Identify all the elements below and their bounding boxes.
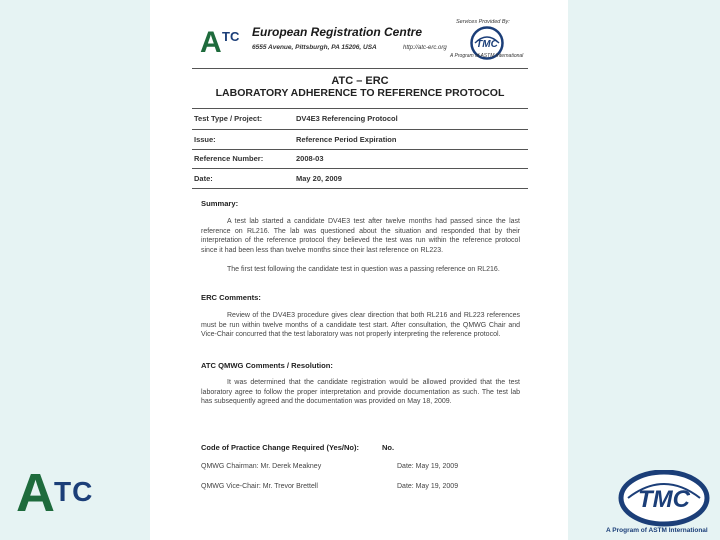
- atc-corner-logo: [14, 463, 114, 532]
- tmc-corner-text: TMC: [638, 486, 690, 513]
- signature-date: Date: May 19, 2009: [397, 463, 459, 470]
- info-row-test-type: [194, 112, 526, 126]
- atc-corner-suffix: TC: [54, 476, 94, 507]
- erc-comments-paragraph: Review of the DV4E3 procedure gives clear direction that both RL216 and RL223 references must be run within twelve months of a candidate test start. After consultation, the QMWG Chair and Vice-Chair concurred that the test laboratory was not properly interpreting the reference protocol.: [201, 312, 520, 339]
- row-divider: [192, 149, 528, 150]
- info-row-issue: [194, 133, 526, 147]
- erc-comments-heading: ERC Comments:: [201, 293, 261, 302]
- signature-row-vice-chair: [201, 480, 523, 494]
- atc-logo-suffix: TC: [222, 29, 240, 44]
- info-row-date: [194, 172, 526, 186]
- organization-name: European Registration Centre: [252, 25, 423, 39]
- signature-row-chair: [201, 460, 523, 474]
- info-label: Issue:: [194, 135, 216, 144]
- table-bottom-divider: [192, 188, 528, 189]
- document-title: ATC – ERC: [331, 75, 389, 87]
- signature-name: QMWG Chairman: Mr. Derek Meakney: [201, 463, 322, 470]
- summary-heading: Summary:: [201, 199, 239, 208]
- organization-website: http://atc-erc.org: [403, 45, 447, 51]
- code-of-practice-row: [201, 444, 523, 452]
- info-value: 2008-03: [296, 154, 324, 163]
- summary-paragraph-2: The first test following the candidate test in question was a passing reference on RL216.: [227, 266, 500, 273]
- title-divider: [192, 108, 528, 109]
- info-label: Date:: [194, 174, 213, 183]
- organization-address: 6555 Avenue, Pittsburgh, PA 15206, USA: [252, 44, 377, 51]
- tmc-corner-caption: A Program of ASTM International: [606, 527, 708, 534]
- summary-paragraph: A test lab started a candidate DV4E3 test after twelve months had passed since the last reference on RL216. The lab was questioned about the situation and responded that by their interpretation of the reference protocol they believed the test was run within the reference protocol since it had been less than twelve months since their last reference on RL223.: [201, 218, 520, 255]
- program-text: A Program of ASTM International: [450, 53, 524, 59]
- atc-logo-letter: A: [200, 26, 222, 59]
- info-value: May 20, 2009: [296, 174, 342, 183]
- row-divider: [192, 168, 528, 169]
- info-label: Test Type / Project:: [194, 114, 263, 123]
- document-subtitle: LABORATORY ADHERENCE TO REFERENCE PROTOCOL: [215, 87, 505, 99]
- info-label: Reference Number:: [194, 154, 264, 163]
- atc-corner-letter: A: [16, 463, 55, 523]
- qmwg-resolution-heading: ATC QMWG Comments / Resolution:: [201, 361, 333, 370]
- tmc-corner-icon: [618, 470, 714, 528]
- signature-name: QMWG Vice-Chair: Mr. Trevor Brettell: [201, 483, 318, 490]
- qmwg-resolution-paragraph: It was determined that the candidate registration would be allowed provided that the test laboratory agree to follow the proper interpretation and provide documentation as such. The test lab has subsequently agreed and the documentation was provided on May 18, 2009.: [201, 379, 520, 406]
- header-divider: [192, 68, 528, 69]
- info-row-reference-number: [194, 152, 526, 166]
- signature-date: Date: May 19, 2009: [397, 483, 459, 490]
- info-value: Reference Period Expiration: [296, 135, 397, 144]
- code-of-practice-value: No.: [382, 443, 395, 452]
- support-label: Services Provided By:: [456, 19, 510, 25]
- code-of-practice-label: Code of Practice Change Required (Yes/No):: [201, 443, 359, 452]
- row-divider: [192, 129, 528, 130]
- document-header: [198, 19, 524, 68]
- tmc-corner-logo: [606, 470, 720, 540]
- info-value: DV4E3 Referencing Protocol: [296, 114, 398, 123]
- tmc-logo-text: TMC: [476, 39, 498, 50]
